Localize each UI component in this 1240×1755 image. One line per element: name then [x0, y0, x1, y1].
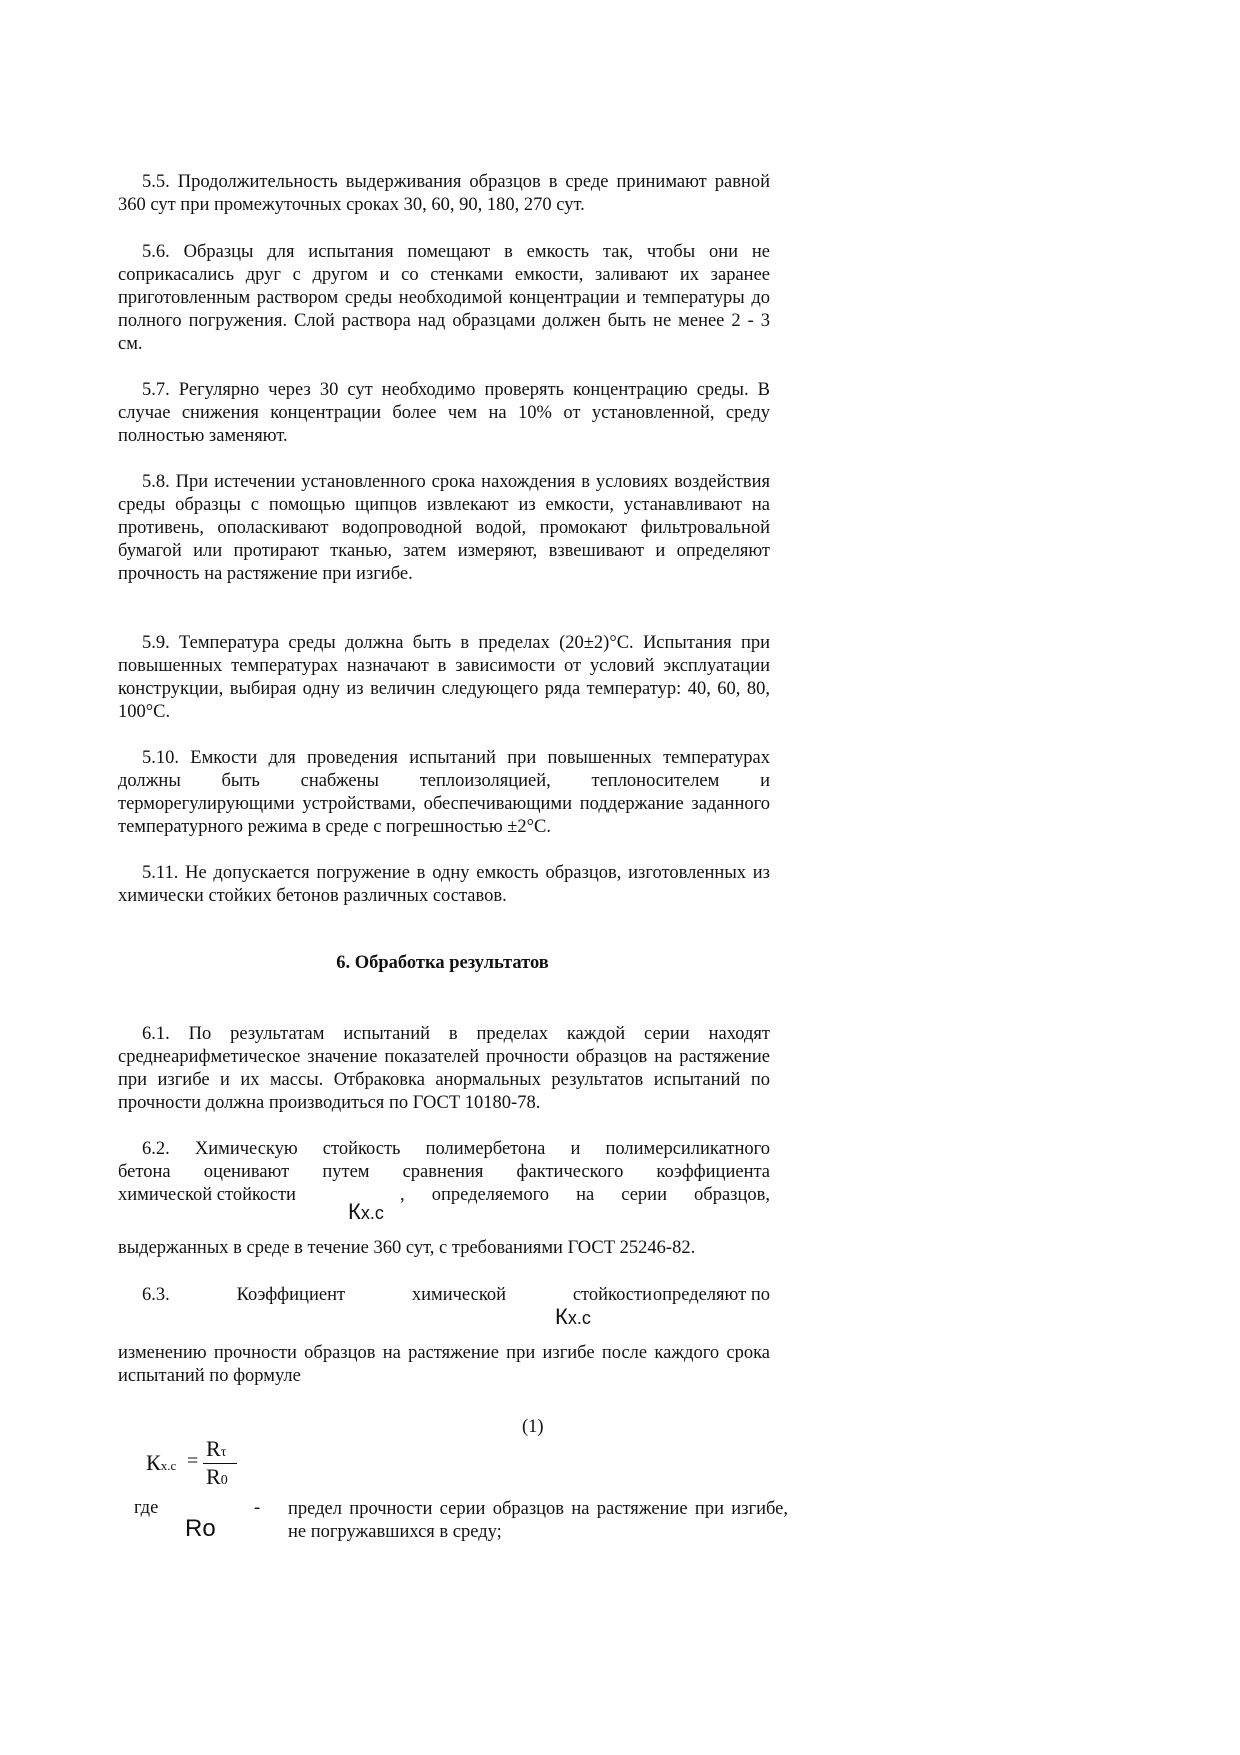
- paragraph-5-6: 5.6. Образцы для испытания помещают в емкость так, чтобы они не соприкасались друг с другом и со стенками емкости, заливают их заранее приготовленным раствором среды необходимой концентрации и температуры до полного погружения. Слой раствора над образцами должен быть не менее 2 - 3 см.: [118, 242, 770, 354]
- where-label: где: [134, 1498, 159, 1518]
- formula-equals: =: [187, 1450, 199, 1472]
- paragraph-5-8: 5.8. При истечении установленного срока нахождения в условиях воздействия среды образцы с помощью щипцов извлекают из емкости, устанавливают на противень, ополаскивают водопроводной водой, промокают фильтровальной бумагой или протирают тканью, затем измеряют, взвешивают и определяют прочность на растяжение при изгибе.: [118, 472, 770, 584]
- formula-k: Кх.с: [146, 1450, 177, 1475]
- paragraph-5-10: 5.10. Емкости для проведения испытаний при повышенных температурах должны быть снабжены теплоизоляцией, теплоносителем и терморегулирующими устройствами, обеспечивающими поддержание заданного температурного режима в среде с погрешностью ±2°С.: [118, 748, 770, 837]
- paragraph-5-5: 5.5. Продолжительность выдерживания образцов в среде принимают равной 360 сут при промежуточных сроках 30, 60, 90, 180, 270 сут.: [118, 172, 770, 215]
- paragraph-6-2-end: выдержанных в среде в течение 360 сут, с требованиями ГОСТ 25246-82.: [118, 1238, 696, 1258]
- paragraph-6-3-first-line: 6.3. Коэффициент химической стойкости определяют по: [142, 1285, 770, 1305]
- formula-denominator: R0: [206, 1464, 228, 1489]
- paragraph-5-9: 5.9. Температура среды должна быть в пределах (20±2)°С. Испытания при повышенных температурах назначают в зависимости от условий эксплуатации конструкции, выбирая одну из величин следующего ряда температур: 40, 60, 80, 100°С.: [118, 633, 770, 722]
- section-heading-6: 6. Обработка результатов: [336, 953, 549, 973]
- r0-definition: предел прочности серии образцов на растяжение при изгибе, не погружавшихся в среду;: [288, 1499, 788, 1542]
- paragraph-5-7: 5.7. Регулярно через 30 сут необходимо проверять концентрацию среды. В случае снижения концентрации более чем на 10% от установленной, среду полностью заменяют.: [118, 380, 770, 446]
- paragraph-6-2: 6.2. Химическую стойкость полимербетона и полимерсиликатного бетона оценивают путем сравнения фактического коэффициента химической стойкости , определяемого на серии образцов,: [118, 1139, 770, 1205]
- kxc-symbol-inline: Кх.с: [348, 1199, 384, 1224]
- formula-numerator: Rτ: [206, 1436, 227, 1461]
- definition-dash: -: [254, 1498, 261, 1518]
- paragraph-6-3: изменению прочности образцов на растяжение при изгибе после каждого срока испытаний по формуле: [118, 1343, 770, 1386]
- r0-symbol: Rо: [185, 1515, 216, 1542]
- paragraph-5-11: 5.11. Не допускается погружение в одну емкость образцов, изготовленных из химически стойких бетонов различных составов.: [118, 863, 770, 906]
- formula-number: (1): [522, 1417, 544, 1437]
- paragraph-6-1: 6.1. По результатам испытаний в пределах каждой серии находят среднеарифметическое значение показателей прочности образцов на растяжение при изгибе и их массы. Отбраковка анормальных результатов испытаний по прочности должна производиться по ГОСТ 10180-78.: [118, 1024, 770, 1113]
- kxc-symbol-inline-2: Кх.с: [555, 1304, 591, 1329]
